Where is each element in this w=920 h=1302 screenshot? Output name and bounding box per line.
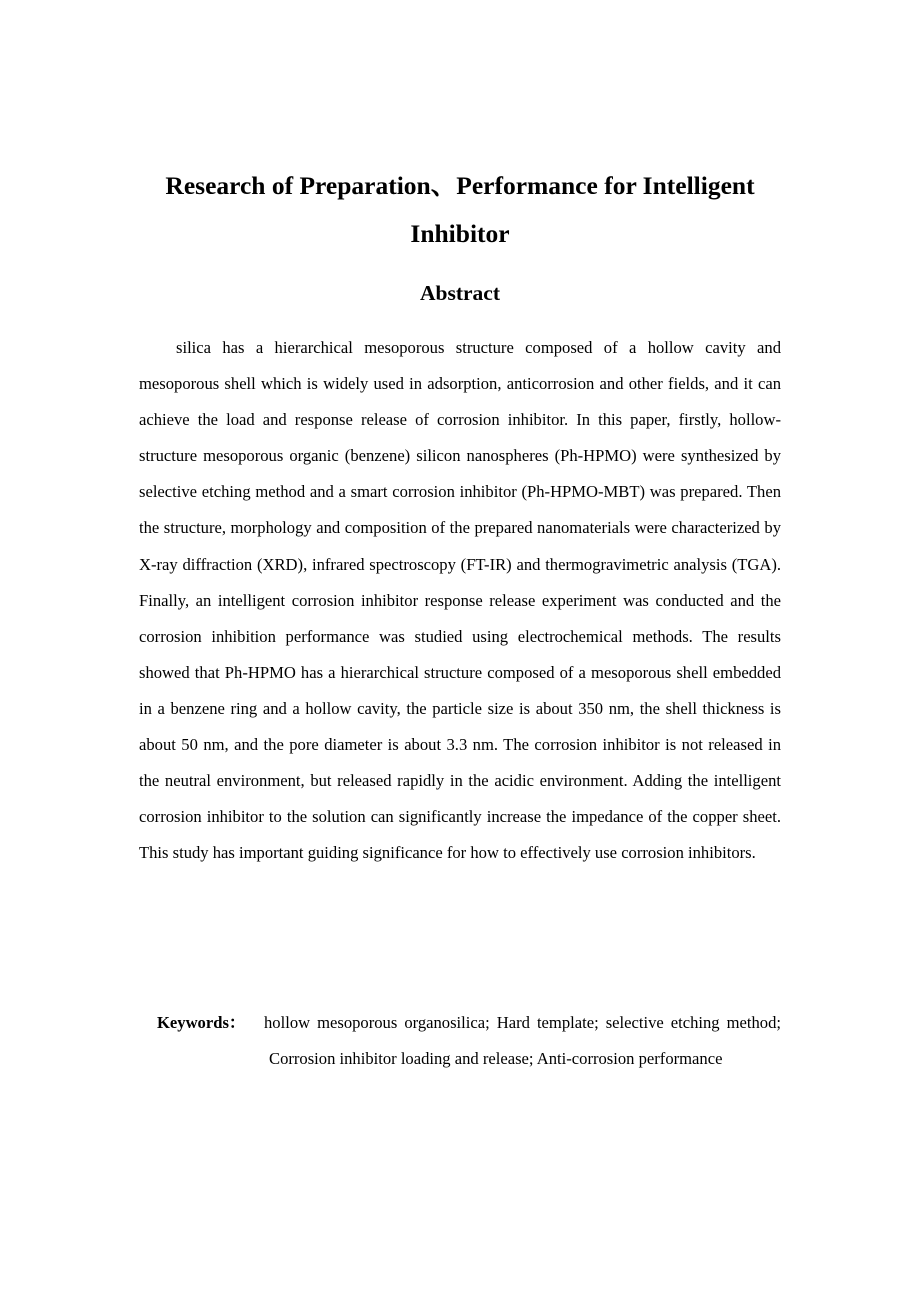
abstract-body: silica has a hierarchical mesoporous structure composed of a hollow cavity and mesoporous shell which is widely used in adsorption, anticorrosion and other fields, and it can achieve the load and response release of corrosion inhibitor. In this paper, firstly, hollow-structure mesoporous organic (benzene) silicon nanospheres (Ph-HPMO) were synthesized by selective etching method and a smart corrosion inhibitor (Ph-HPMO-MBT) was prepared. Then the structure, morphology and composition of the prepared nanomaterials were characterized by X-ray diffraction (XRD), infrared spectroscopy (FT-IR) and thermogravimetric analysis (TGA). Finally, an intelligent corrosion inhibitor response release experiment was conducted and the corrosion inhibition performance was studied using electrochemical methods. The results showed that Ph-HPMO has a hierarchical structure composed of a mesoporous shell embedded in a benzene ring and a hollow cavity, the particle size is about 350 nm, the shell thickness is about 50 nm, and the pore diameter is about 3.3 nm. The corrosion inhibitor is not released in the neutral environment, but released rapidly in the acidic environment. Adding the intelligent corrosion inhibitor to the solution can significantly increase the impedance of the copper sheet. This study has important guiding significance for how to effectively use corrosion inhibitors. [139, 338, 781, 863]
keywords-text: hollow mesoporous organosilica; Hard template; selective etching method; Corrosion inhibitor loading and release; Anti-corrosion performance [264, 1013, 781, 1069]
abstract-heading: Abstract [419, 281, 500, 305]
keywords-label: Keywords： [157, 1013, 246, 1032]
title-line-2: Inhibitor [410, 219, 510, 248]
title-line-1: Research of Preparation、Performance for Intelligent [165, 171, 755, 200]
